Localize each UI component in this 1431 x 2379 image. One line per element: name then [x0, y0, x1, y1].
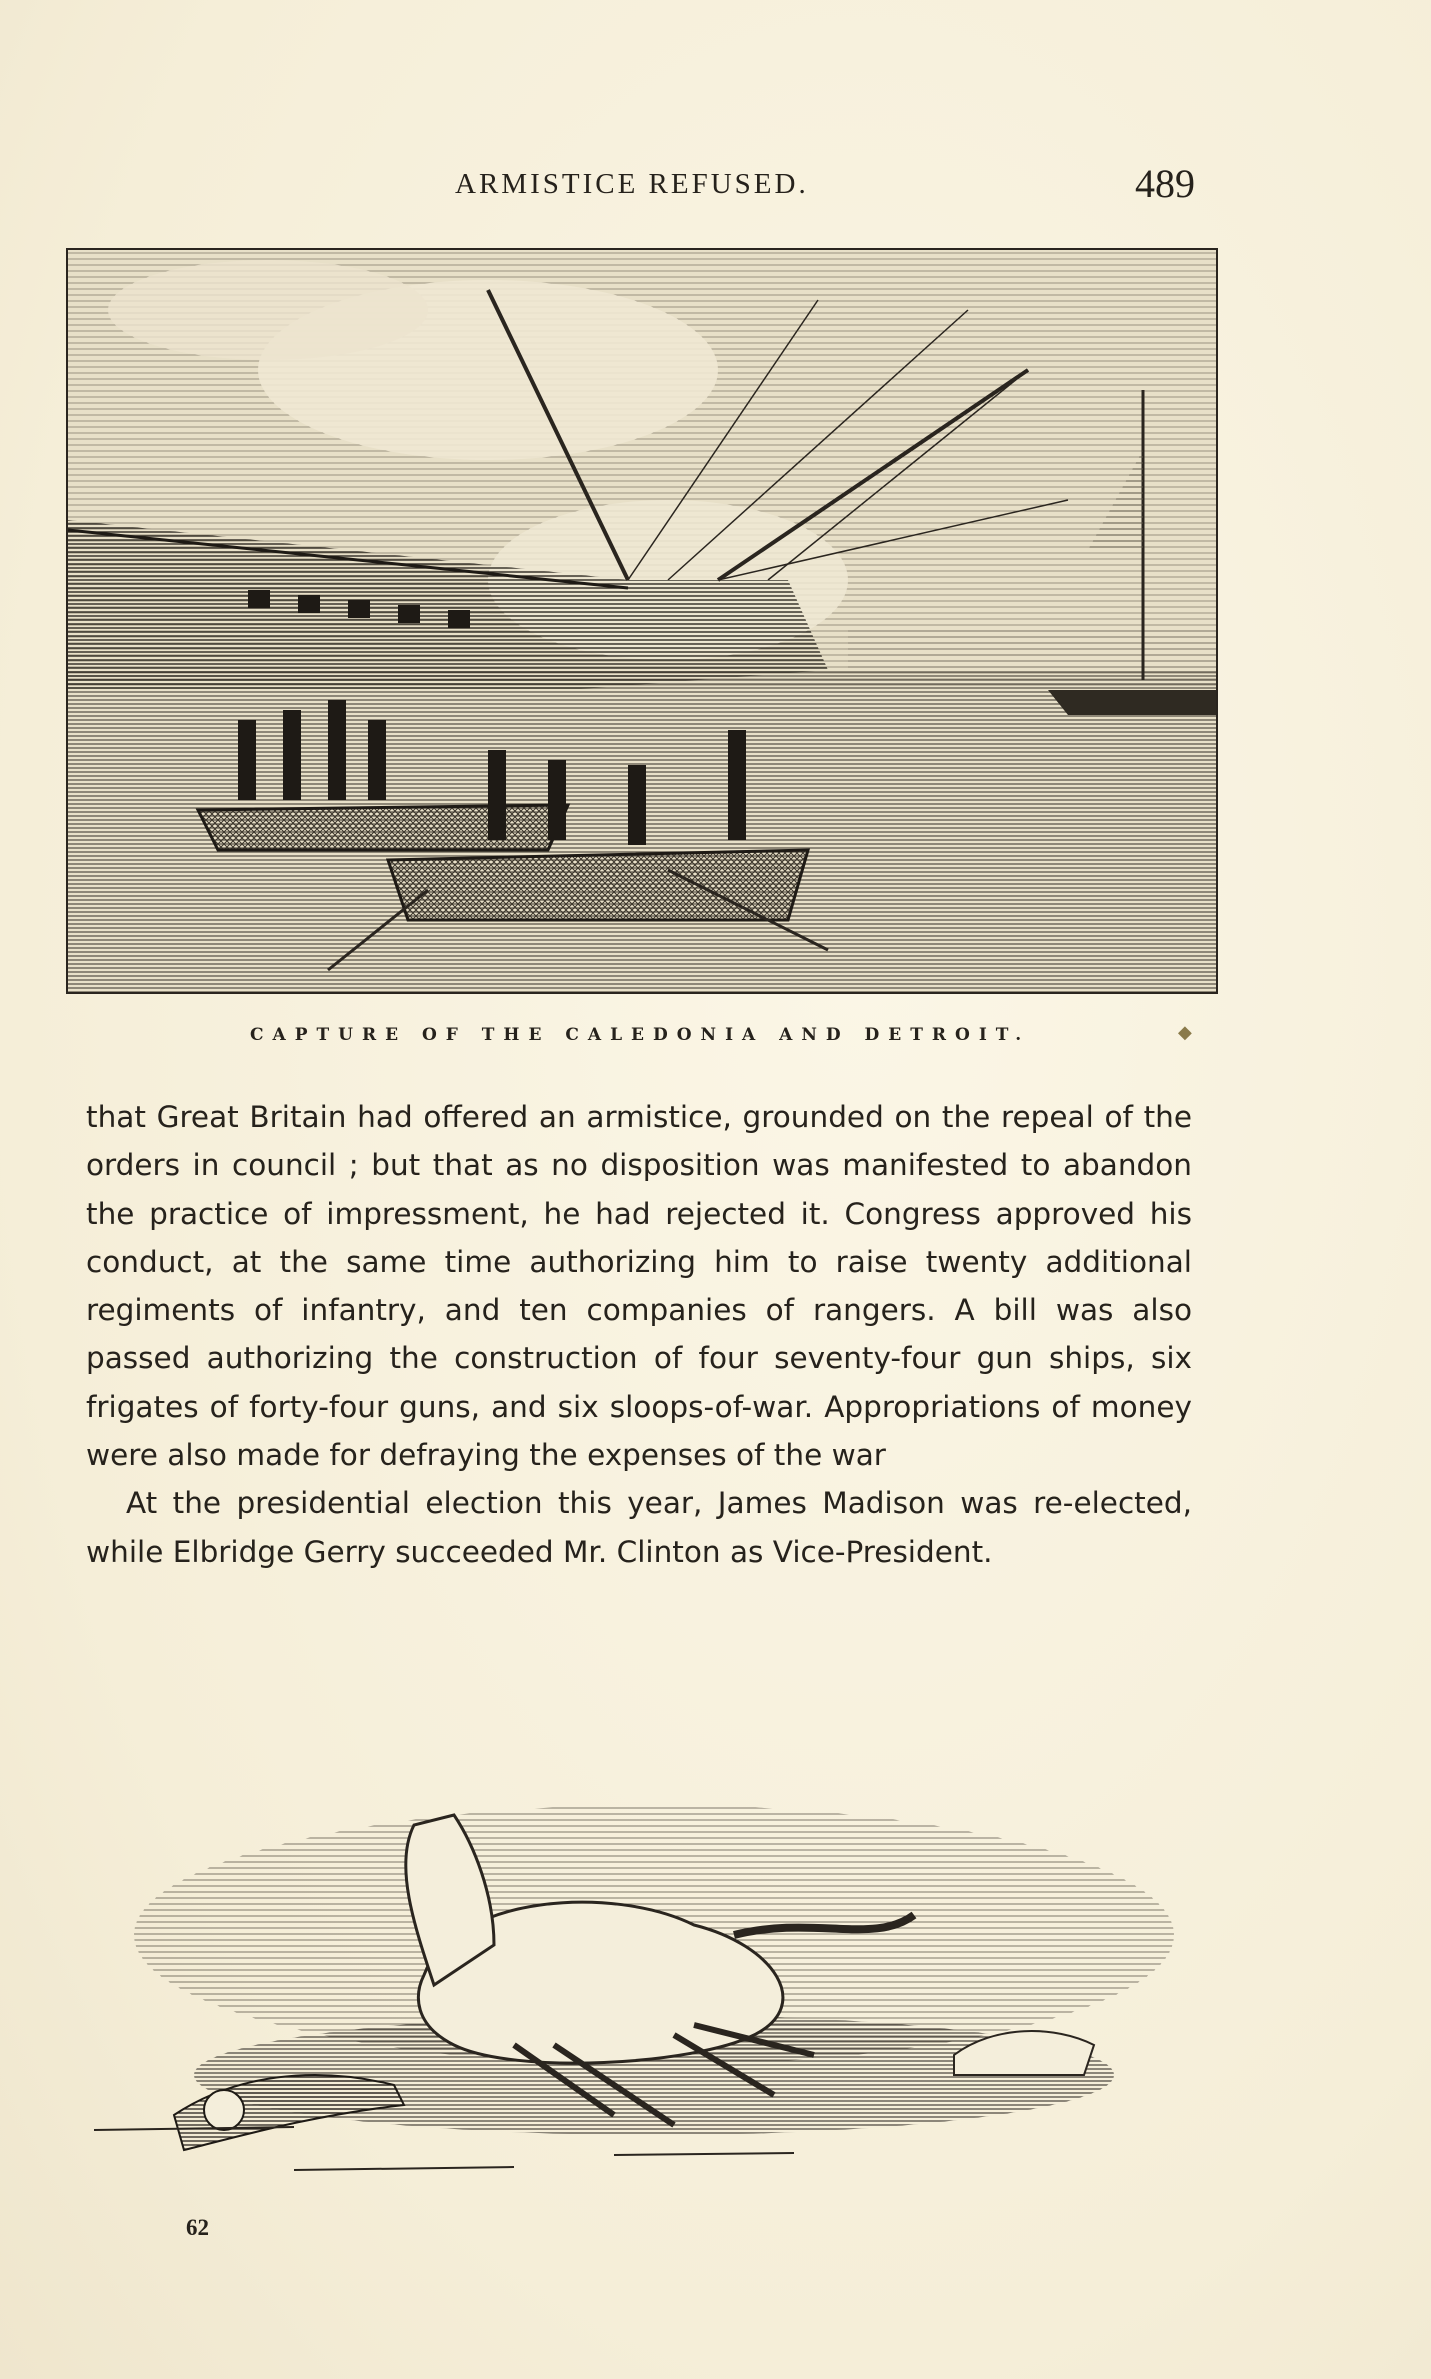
paragraph-1: that Great Britain had offered an armistice, grounded on the repeal of the orders in council ; but that as no disposition was manifested to abandon the practice of impressment, he had rejected it. Congress approved his conduct, at the same time authorizing him to raise twenty additional regiments of infantry, and ten companies of rangers. A bill was also passed authorizing the construction of four seventy-four gun ships, six frigates of forty-four guns, and six sloops-of-war. Appropriations of money were also made for defraying the expenses of the war	[86, 1100, 1192, 1473]
paragraph-2: At the presidential election this year, James Madison was re-elected, while Elbridge Gerry succeeded Mr. Clinton as Vice-President.	[86, 1486, 1192, 1569]
figure-caption: CAPTURE OF THE CALEDONIA AND DETROIT.	[250, 1025, 1031, 1045]
running-title: ARMISTICE REFUSED.	[455, 168, 809, 200]
page-number: 489	[1135, 161, 1195, 206]
running-head	[455, 160, 1195, 210]
vignette-fallen-horse	[94, 1775, 1194, 2185]
engraving-ship-capture	[66, 248, 1218, 994]
signature-mark: 62	[186, 2215, 209, 2240]
body-text	[86, 1093, 1192, 1576]
print-mark: ◆	[1178, 1022, 1192, 1043]
